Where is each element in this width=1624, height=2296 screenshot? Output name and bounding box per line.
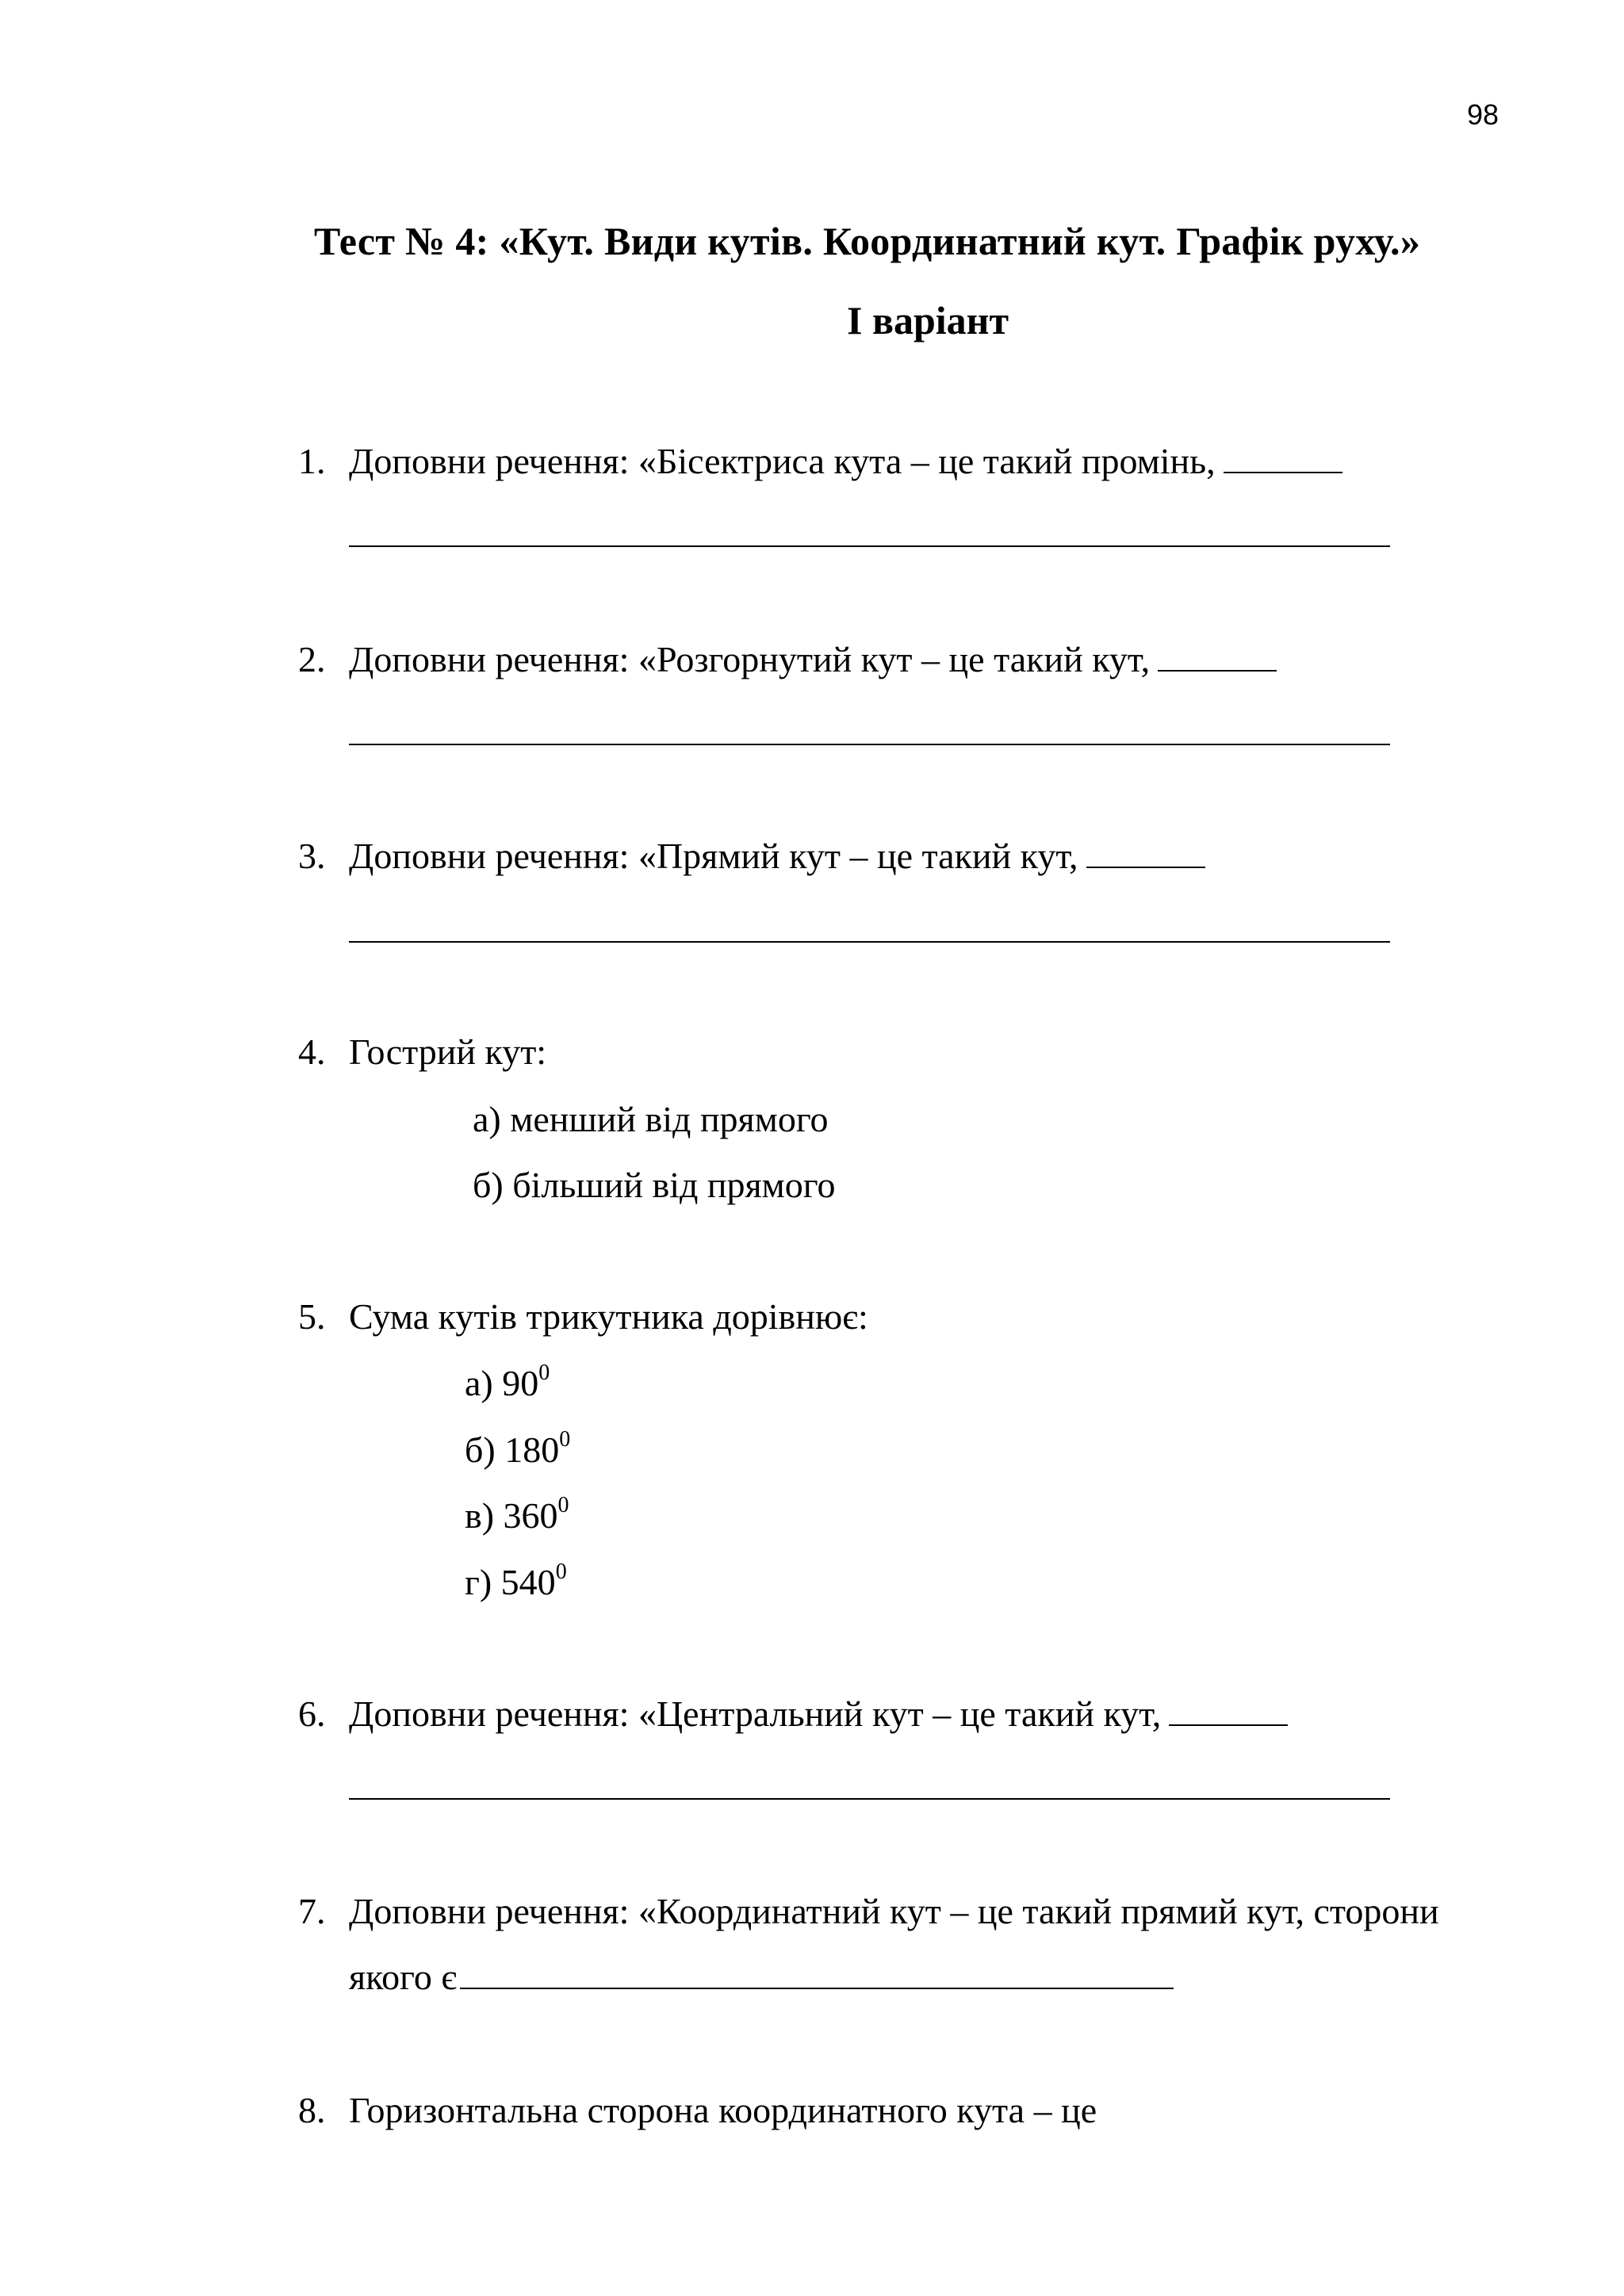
question-number: 3.	[298, 836, 326, 876]
variant-subtitle: I варіант	[846, 298, 1009, 342]
page-number: 98	[1467, 98, 1500, 131]
question-text: Горизонтальна сторона координатного кута – це	[349, 2090, 1097, 2130]
answer-blank[interactable]	[460, 1988, 1174, 1989]
question-text: Доповни речення: «Прямий кут – це такий кут,	[349, 836, 1078, 876]
test-title: Тест № 4: «Кут. Види кутів. Координатний кут. Графік руху.»	[314, 219, 1421, 263]
question-3	[298, 835, 1205, 877]
question-number: 1.	[298, 441, 326, 481]
answer-option-a[interactable]: а) менший від прямого	[473, 1099, 829, 1139]
question-text: Доповни речення: «Центральний кут – це такий кут,	[349, 1693, 1162, 1734]
question-text: Гострий кут:	[349, 1031, 547, 1072]
answer-blank[interactable]	[1169, 1724, 1288, 1726]
answer-option-b[interactable]: б) більший від прямого	[473, 1165, 836, 1205]
answer-line[interactable]	[349, 1798, 1390, 1800]
degree-superscript: 0	[557, 1492, 569, 1517]
question-text: Сума кутів трикутника дорівнює:	[349, 1296, 868, 1337]
degree-superscript: 0	[538, 1360, 550, 1385]
degree-superscript: 0	[559, 1426, 571, 1452]
question-number: 4.	[298, 1031, 326, 1072]
answer-option-c[interactable]	[465, 1494, 569, 1536]
question-number: 6.	[298, 1693, 326, 1734]
answer-option-b[interactable]	[465, 1426, 571, 1471]
answer-line[interactable]	[349, 545, 1390, 547]
degree-superscript: 0	[555, 1559, 567, 1584]
question-text: Доповни речення: «Координатний кут – це такий прямий кут, сторони	[349, 1891, 1439, 1931]
answer-blank[interactable]	[1224, 472, 1342, 473]
option-label: в) 360	[465, 1495, 558, 1536]
answer-option-d[interactable]	[465, 1561, 567, 1603]
question-number: 8.	[298, 2090, 326, 2130]
answer-blank[interactable]	[1086, 867, 1205, 868]
question-8	[298, 2089, 1097, 2131]
question-number: 7.	[298, 1891, 326, 1931]
question-4	[298, 1031, 546, 1073]
question-text: Доповни речення: «Бісектриса кута – це такий промінь,	[349, 441, 1216, 481]
answer-line[interactable]	[349, 941, 1390, 943]
option-label: г) 540	[465, 1562, 556, 1602]
question-5	[298, 1295, 868, 1337]
answer-option-a[interactable]	[465, 1362, 550, 1404]
answer-blank[interactable]	[1158, 670, 1277, 672]
continuation-text: якого є	[349, 1957, 458, 1997]
question-6	[298, 1693, 1288, 1735]
question-7	[298, 1890, 1439, 1932]
question-number: 2.	[298, 639, 326, 679]
question-1	[298, 440, 1342, 482]
question-text: Доповни речення: «Розгорнутий кут – це такий кут,	[349, 639, 1151, 679]
question-2	[298, 638, 1277, 680]
option-label: б) 180	[465, 1429, 560, 1470]
option-label: а) 90	[465, 1363, 539, 1403]
answer-line[interactable]	[349, 744, 1390, 745]
question-number: 5.	[298, 1296, 326, 1337]
question-7-continuation	[349, 1956, 1174, 1998]
